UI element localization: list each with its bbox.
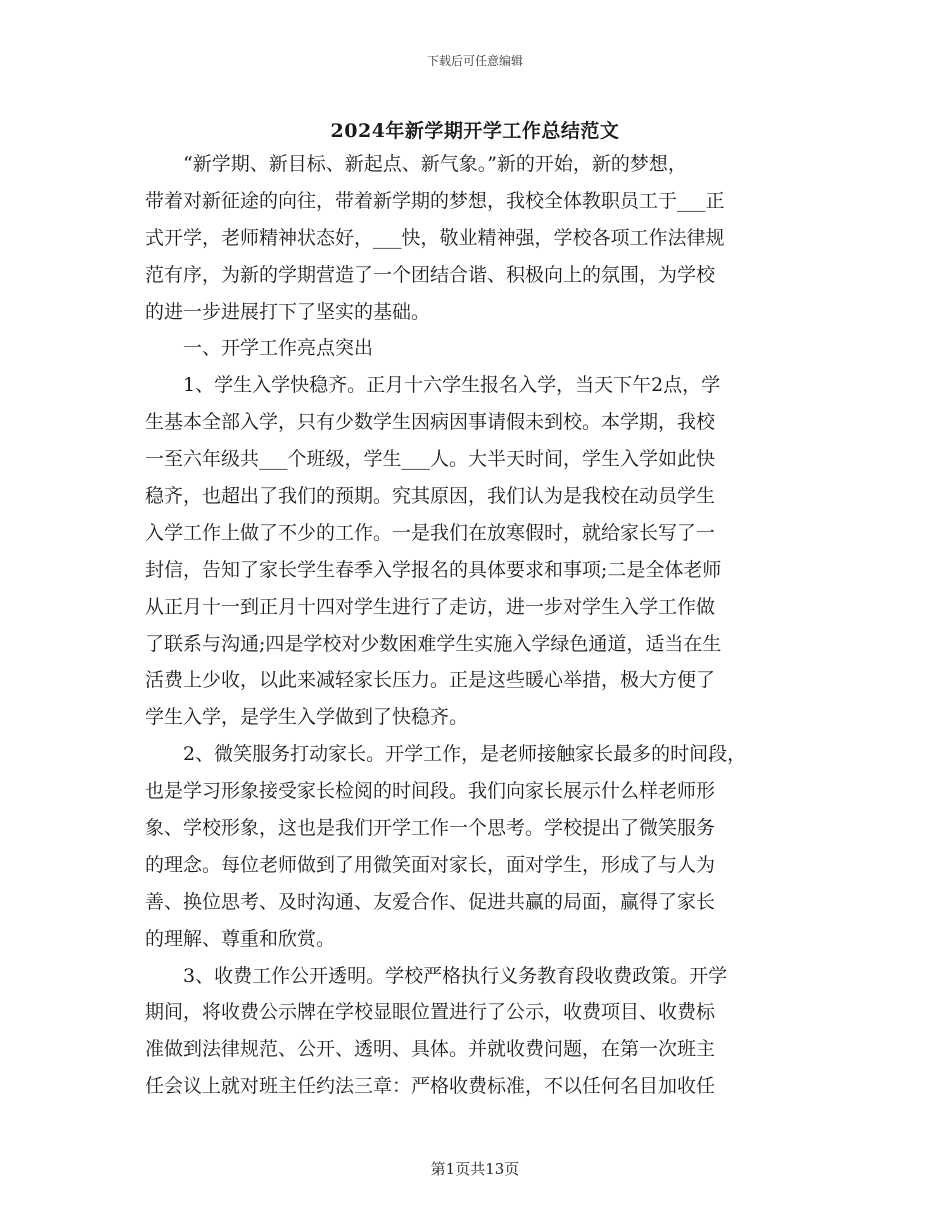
paragraph-line: 范有序，为新的学期营造了一个团结合谐、积极向上的氛围，为学校 [145, 263, 716, 286]
paragraph-line: 了联系与沟通;四是学校对少数困难学生实施入学绿色通道，适当在生 [145, 632, 722, 655]
paragraph-line: 一至六年级共___个班级，学生___人。大半天时间，学生入学如此快 [145, 448, 716, 471]
paragraph-line: 的理解、尊重和欣赏。 [145, 927, 336, 950]
paragraph-line: “新学期、新目标、新起点、新气象。”新的开始，新的梦想， [183, 153, 687, 175]
paragraph-line: 活费上少收，以此来减轻家长压力。正是这些暖心举措，极大方便了 [145, 669, 716, 692]
paragraph-line: 任会议上就对班主任约法三章：严格收费标准，不以任何名目加收任 [145, 1075, 716, 1098]
paragraph-line: 封信，告知了家长学生春季入学报名的具体要求和事项;二是全体老师 [145, 558, 722, 581]
header-note: 下载后可任意编辑 [426, 54, 523, 68]
paragraph-line: 3、收费工作公开透明。学校严格执行义务教育段收费政策。开学 [183, 964, 728, 987]
paragraph-line: 学生入学，是学生入学做到了快稳齐。 [145, 706, 469, 729]
paragraph-line: 的理念。每位老师做到了用微笑面对家长，面对学生，形成了与人为 [145, 853, 716, 876]
paragraph-line: 稳齐，也超出了我们的预期。究其原因，我们认为是我校在动员学生 [145, 485, 716, 508]
paragraph-line: 的进一步进展打下了坚实的基础。 [145, 300, 431, 323]
paragraph-line: 式开学，老师精神状态好，___快，敬业精神强，学校各项工作法律规 [145, 226, 725, 249]
paragraph-line: 善、换位思考、及时沟通、友爱合作、促进共赢的局面，赢得了家长 [145, 890, 716, 913]
paragraph-line: 带着对新征途的向往，带着新学期的梦想，我校全体教职员工于___正 [145, 189, 725, 212]
paragraph-line: 也是学习形象接受家长检阅的时间段。我们向家长展示什么样老师形 [145, 780, 716, 803]
document-body [145, 146, 805, 1105]
paragraph-line: 象、学校形象，这也是我们开学工作一个思考。学校提出了微笑服务 [145, 817, 716, 840]
paragraph-line: 入学工作上做了不少的工作。一是我们在放寒假时，就给家长写了一 [145, 521, 716, 544]
paragraph-line: 1、学生入学快稳齐。正月十六学生报名入学，当天下午2点，学 [183, 374, 721, 397]
paragraph-line: 从正月十一到正月十四对学生进行了走访，进一步对学生入学工作做 [145, 595, 716, 618]
paragraph-line: 期间，将收费公示牌在学校显眼位置进行了公示，收费项目、收费标 [145, 1001, 716, 1024]
page-footer: 第1页共13页 [430, 1160, 520, 1178]
paragraph-line: 生基本全部入学，只有少数学生因病因事请假未到校。本学期，我校 [145, 411, 716, 434]
paragraph-line: 2、微笑服务打动家长。开学工作，是老师接触家长最多的时间段， [183, 743, 747, 766]
section-heading: 一、开学工作亮点突出 [183, 337, 374, 360]
document-title: 2024年新学期开学工作总结范文 [330, 120, 620, 142]
paragraph-line: 准做到法律规范、公开、透明、具体。并就收费问题，在第一次班主 [145, 1038, 716, 1061]
